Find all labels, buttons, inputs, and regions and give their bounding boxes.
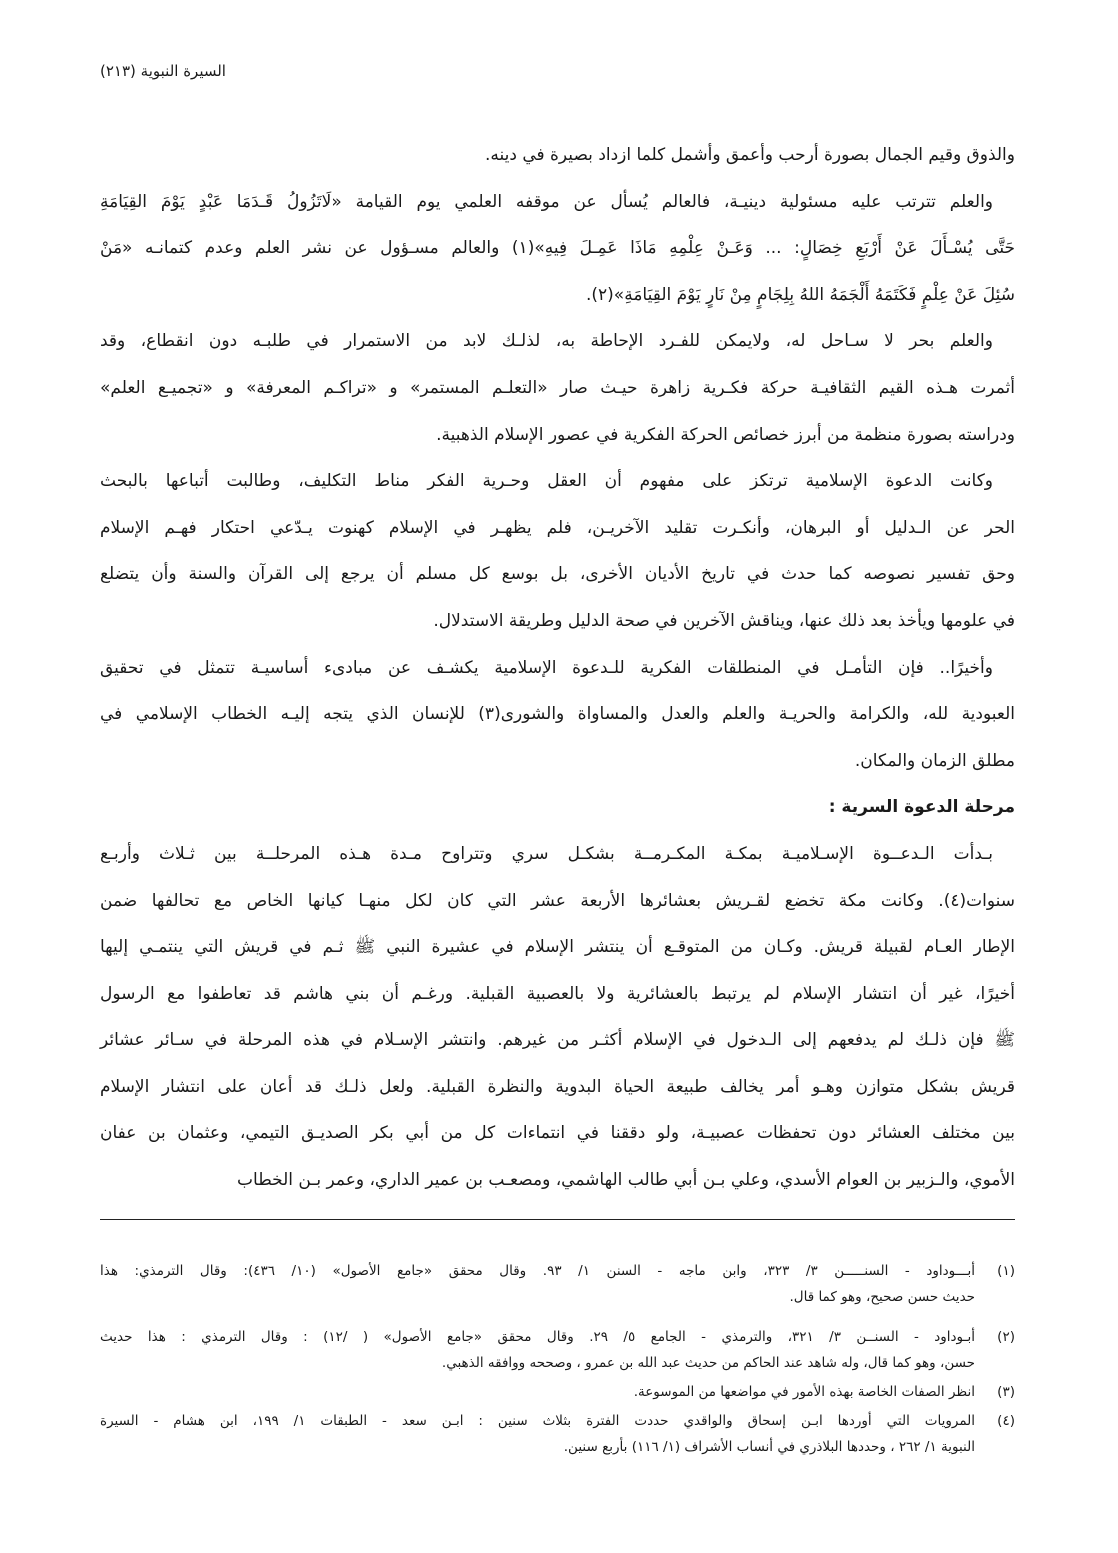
footnote-text xyxy=(100,1408,975,1460)
paragraph-line: مطلق الزمان والمكان. xyxy=(854,750,1015,771)
footnote-number: (١) xyxy=(997,1263,1015,1279)
page-number: (٢١٣) xyxy=(100,62,136,80)
footnote-line: انظر الصفات الخاصة بهذه الأمور في مواضعها من الموسوعة. xyxy=(633,1384,975,1400)
paragraph-line: ﷺ فإن ذلـك لم يدفعهم إلى الـدخول في الإسلام أكثـر من غيرهم. وانتشر الإسـلام في هذه المرحلة في سـائر عشائر xyxy=(100,1030,1015,1051)
footnote xyxy=(100,1324,1015,1376)
footnote-line: حسن، وهو كما قال، وله شاهد عند الحاكم من حديث عبد الله بن عمرو ، وصححه ووافقه الذهبي. xyxy=(441,1355,975,1371)
paragraph-line: أخيرًا، غير أن انتشار الإسلام لم يرتبط بالعشائرية ولا بالعصبية القبلية. ورغـم أن بني هاشم قد تعاطفوا مع الرسول xyxy=(100,983,1015,1004)
footnote-separator xyxy=(100,1219,1015,1220)
header-title: السيرة النبوية xyxy=(140,62,226,80)
footnote-text xyxy=(100,1258,975,1310)
body-text xyxy=(100,132,1015,1204)
paragraph-line: سنوات(٤). وكانت مكة تخضع لقـريش بعشائرها الأربعة عشر التي كان لكل منهـا كيانها الخاص مع تحالفها ضمن xyxy=(100,890,1015,911)
paragraph-line: وحق تفسير نصوصه كما حدث في تاريخ الأديان الأخرى، بل بوسع كل مسلم أن يرجع إلى القرآن والسنة وأن يتضلع xyxy=(100,564,1015,585)
paragraph-line: في علومها ويأخذ بعد ذلك عنها، ويناقش الآخرين في صحة الدليل وطريقة الاستدلال. xyxy=(433,610,1015,631)
footnote xyxy=(100,1258,1015,1310)
paragraph-line: الأموي، والـزبير بن العوام الأسدي، وعلي بـن أبي طالب الهاشمي، ومصعـب بن عمير الداري، وعمر بـن الخطاب xyxy=(237,1170,1015,1191)
paragraph-line: والعلم بحر لا سـاحل له، ولايمكن للفـرد الإحاطة به، لذلـك لابد من الاستمرار في طلبـه دون انقطاع، وقد xyxy=(100,331,993,352)
footnote-number: (٣) xyxy=(997,1384,1015,1400)
footnote-line: المرويات التي أوردها ابـن إسحاق والواقدي حددت الفترة بثلاث سنين : ابـن سعد - الطبقات ١/ ١٩٩، ابن هشام - السيرة xyxy=(100,1413,975,1429)
paragraph-line: ودراسته بصورة منظمة من أبرز خصائص الحركة الفكرية في عصور الإسلام الذهبية. xyxy=(436,424,1015,445)
footnote-line: أبـــوداود - السنـــــن ٣/ ٣٢٣، وابن ماجه - السنن ١/ ٩٣. وقال محقق «جامع الأصول» (١٠/ ٤٣٦): وقال الترمذي: هذا xyxy=(100,1263,975,1279)
footnote-line: النبوية ١/ ٢٦٢ ، وحددها البلاذري في أنساب الأشراف (١/ ١١٦) بأربع سنين. xyxy=(563,1439,975,1455)
paragraph-line: حَتَّى يُسْـأَلَ عَنْ أَرْبَعِ خِصَالٍ: ... وَعَـنْ عِلْمِهِ مَاذَا عَمِـلَ فِيهِ»(١) والعالم مسـؤول عن نشر العلم وعدم كتمانـه «مَنْ xyxy=(100,238,1015,259)
footnote-text xyxy=(100,1324,975,1376)
running-header xyxy=(100,62,226,80)
paragraph-line: العبودية لله، والكرامة والحريـة والعلم والعدل والمساواة والشورى(٣) للإنسان الذي يتجه إليـه الخطاب الإسلامي في xyxy=(100,704,1015,725)
paragraph-line: الإطار العـام لقبيلة قريش. وكـان من المتوقـع أن ينتشر الإسلام في عشيرة النبي ﷺ ثـم في قريش التي ينتمـي إليها xyxy=(100,937,1015,958)
paragraph-line: الحر عن الـدليل أو البرهان، وأنكـرت تقليد الآخريـن، فلم يظهـر في الإسلام كهنوت يـدّعي احتكار فهـم الإسلام xyxy=(100,517,1015,538)
footnote xyxy=(100,1379,1015,1405)
paragraph-line: وأخيرًا.. فإن التأمـل في المنطلقات الفكرية للـدعوة الإسلامية يكشـف عن مبادىء أساسيـة تتمثل في تحقيق xyxy=(100,657,993,678)
paragraph-line: قريش بشكل متوازن وهـو أمر يخالف طبيعة الحياة البدوية والنظرة القبلية. ولعل ذلـك قد أعان على انتشار الإسلام xyxy=(100,1076,1015,1097)
footnote-number: (٢) xyxy=(997,1329,1015,1345)
footnote xyxy=(100,1408,1015,1460)
paragraph-line: بـدأت الـدعــوة الإسـلاميـة بمكـة المكـرمــة بشكـل سري وتتراوح مـدة هـذه المرحلــة بين ثـلاث وأربـع xyxy=(100,843,993,864)
footnote-number: (٤) xyxy=(997,1413,1015,1429)
paragraph-line: سُئِلَ عَنْ عِلْمٍ فَكَتَمَهُ أَلْجَمَهُ اللهُ بِلِجَامٍ مِنْ نَارٍ يَوْمَ القِيَامَةِ»(٢). xyxy=(585,284,1015,305)
footnotes xyxy=(100,1258,1015,1463)
footnote-line: أبـوداود - السنــن ٣/ ٣٢١، والترمذي - الجامع ٥/ ٢٩. وقال محقق «جامع الأصول» ( /١٢) : وقال الترمذي : هذا حديث xyxy=(100,1329,975,1345)
footnote-text xyxy=(100,1379,975,1405)
paragraph-line: وكانت الدعوة الإسلامية ترتكز على مفهوم أن العقل وحـرية الفكر مناط التكليف، وطالبت أتباعها بالبحث xyxy=(100,471,993,492)
paragraph-line: والعلم تترتب عليه مسئولية دينيـة، فالعالم يُسأل عن موقفه العلمي يوم القيامة «لَاتَزُولُ قَـدَمَا عَبْدٍ يَوْمَ القِيَامَةِ xyxy=(100,191,993,212)
paragraph-line: والذوق وقيم الجمال بصورة أرحب وأعمق وأشمل كلما ازداد بصيرة في دينه. xyxy=(484,145,1015,165)
paragraph-line: بين مختلف العشائر دون تحفظات عصبيـة، ولو دققنا في انتماءات كل من أبي بكر الصديـق التيمي، وعثمان بن عفان xyxy=(100,1123,1015,1144)
paragraph-line: أثمرت هـذه القيم الثقافيـة حركة فكـرية زاهرة حيـث صار «التعلـم المستمر» و «تراكـم المعرفة» و «تجميـع العلم» xyxy=(100,377,1015,398)
footnote-line: حديث حسن صحيح، وهو كما قال. xyxy=(789,1289,975,1305)
section-heading: مرحلة الدعوة السرية : xyxy=(828,797,1015,818)
